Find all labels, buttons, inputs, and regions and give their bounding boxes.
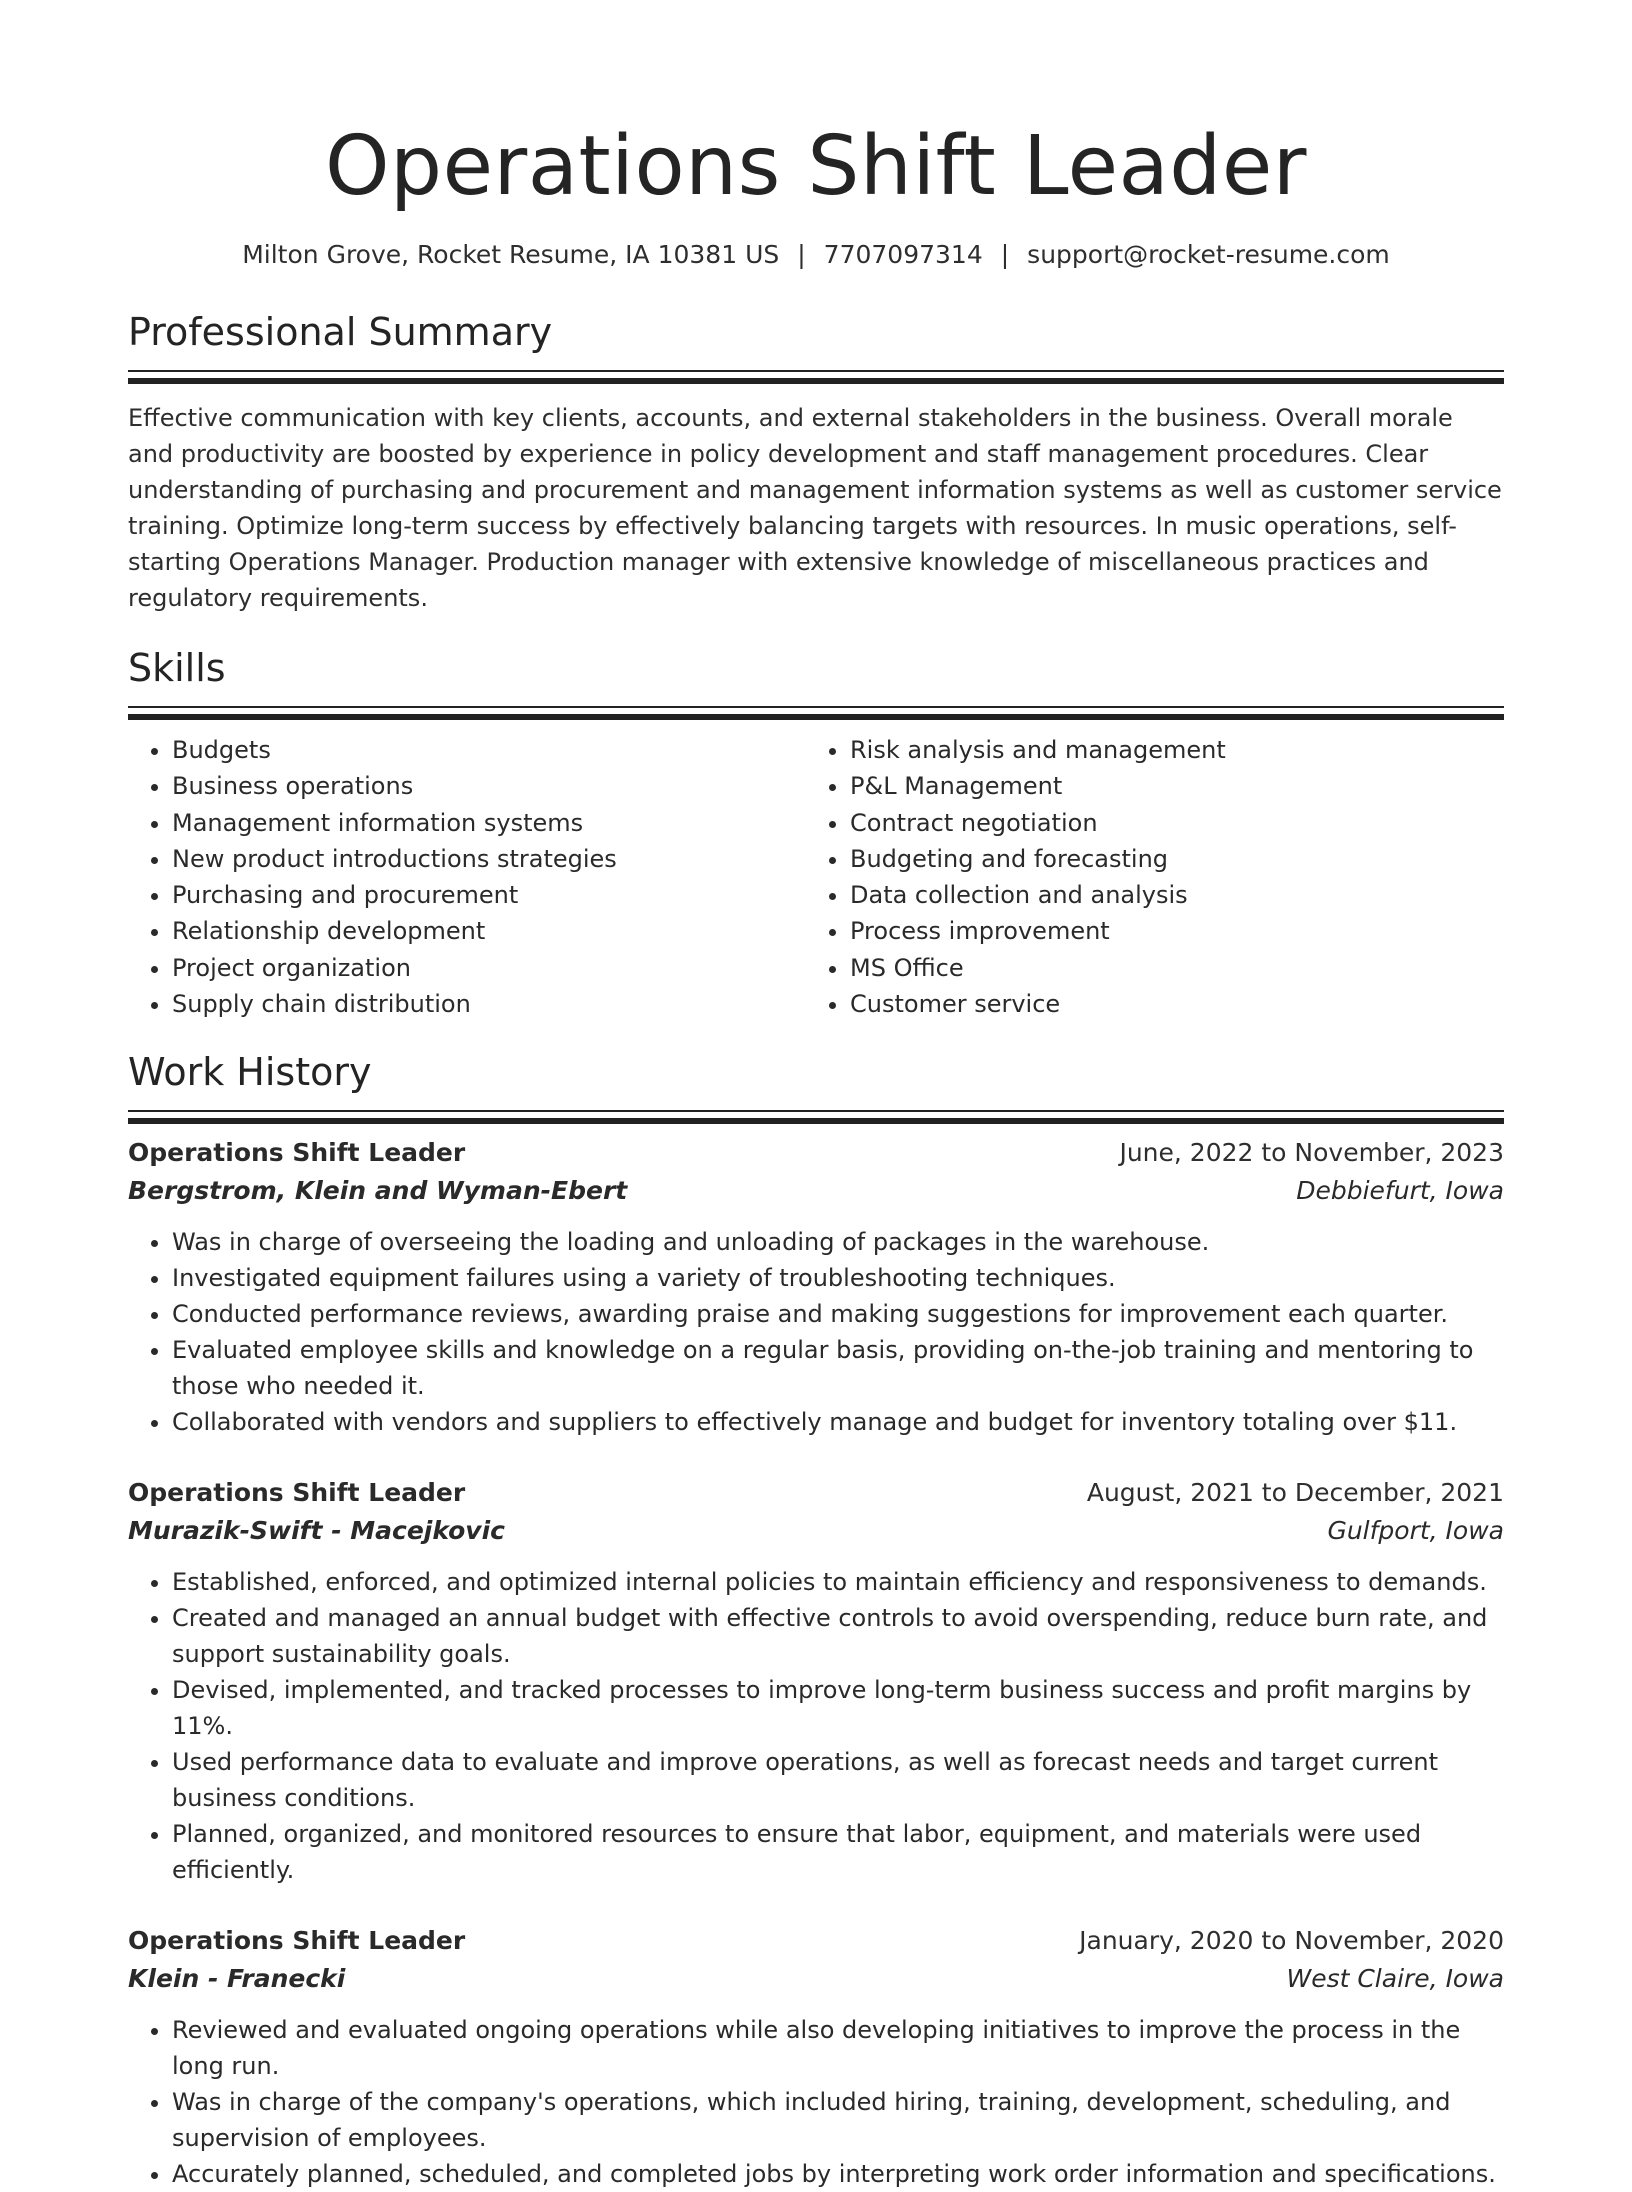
contact-email: support@rocket-resume.com — [1027, 240, 1390, 269]
section-divider — [128, 370, 1504, 372]
job-company: Bergstrom, Klein and Wyman-Ebert — [128, 1176, 628, 1206]
contact-address: Milton Grove, Rocket Resume, IA 10381 US — [242, 240, 780, 269]
summary-text: Effective communication with key clients, accounts, and external stakeholders in the business. Overall morale and productivity are boosted by experience in policy development and staff management procedures. Clear understanding of purchasing and procurement and management information systems as well as customer service training. Optimize long-term success by effectively balancing targets with resources. In music operations, self-starting Operations Manager. Production manager with extensive knowledge of miscellaneous practices and regulatory requirements. — [128, 404, 1502, 612]
job-company-row — [128, 1172, 1504, 1210]
job-entry — [128, 1134, 1504, 1440]
skill-item: • New product introductions strategies — [172, 841, 806, 877]
contact-line — [128, 238, 1504, 272]
job-location: Gulfport, Iowa — [1327, 1516, 1504, 1546]
job-bullets — [128, 1224, 1504, 1440]
job-bullet: • Conducted performance reviews, awarding praise and making suggestions for improvement each quarter. — [172, 1296, 1504, 1332]
skill-item: • Management information systems — [172, 805, 806, 841]
job-entry — [128, 1922, 1504, 2192]
skill-item: • Purchasing and procurement — [172, 877, 806, 913]
section-divider — [128, 706, 1504, 708]
job-bullet: • Used performance data to evaluate and improve operations, as well as forecast needs and target current business conditions. — [172, 1744, 1504, 1816]
job-bullet: • Was in charge of overseeing the loading and unloading of packages in the warehouse. — [172, 1224, 1504, 1260]
skill-item: • Budgeting and forecasting — [850, 841, 1484, 877]
job-bullet: • Investigated equipment failures using a variety of troubleshooting techniques. — [172, 1260, 1504, 1296]
summary-heading: Professional Summary — [128, 310, 553, 354]
job-title: Operations Shift Leader — [128, 1926, 466, 1956]
job-company-row — [128, 1512, 1504, 1550]
job-bullet: • Planned, organized, and monitored resources to ensure that labor, equipment, and materials were used efficiently. — [172, 1816, 1504, 1888]
section-divider — [128, 1110, 1504, 1112]
job-dates: June, 2022 to November, 2023 — [1119, 1138, 1504, 1168]
skill-item: • Risk analysis and management — [850, 732, 1484, 768]
job-bullet: • Reviewed and evaluated ongoing operations while also developing initiatives to improve the process in the long run. — [172, 2012, 1504, 2084]
job-dates: January, 2020 to November, 2020 — [1079, 1926, 1504, 1956]
job-location: Debbiefurt, Iowa — [1296, 1176, 1504, 1206]
job-bullet: • Accurately planned, scheduled, and completed jobs by interpreting work order information and specifications. — [172, 2156, 1504, 2192]
skills-list-right — [806, 732, 1484, 1022]
job-bullets — [128, 1564, 1504, 1888]
skill-item: • Project organization — [172, 950, 806, 986]
skill-item: • Supply chain distribution — [172, 986, 806, 1022]
job-bullet: • Collaborated with vendors and suppliers to effectively manage and budget for inventory totaling over $11. — [172, 1404, 1504, 1440]
job-bullet: • Evaluated employee skills and knowledge on a regular basis, providing on-the-job training and mentoring to those who needed it. — [172, 1332, 1504, 1404]
contact-separator: | — [797, 240, 806, 269]
contact-separator: | — [1000, 240, 1010, 269]
job-header-row — [128, 1474, 1504, 1512]
skills-heading: Skills — [128, 646, 226, 690]
skill-item: • MS Office — [850, 950, 1484, 986]
job-company-row — [128, 1960, 1504, 1998]
contact-phone: 7707097314 — [823, 240, 983, 269]
resume-name: Operations Shift Leader — [325, 119, 1307, 214]
job-bullet: • Devised, implemented, and tracked processes to improve long-term business success and profit margins by 11%. — [172, 1672, 1504, 1744]
skill-item: • Budgets — [172, 732, 806, 768]
skill-item: • Contract negotiation — [850, 805, 1484, 841]
job-company: Klein - Franecki — [128, 1964, 346, 1994]
job-bullets — [128, 2012, 1504, 2192]
skill-item: • Customer service — [850, 986, 1484, 1022]
skill-item: • Relationship development — [172, 913, 806, 949]
job-location: West Claire, Iowa — [1286, 1964, 1504, 1994]
job-company: Murazik-Swift - Macejkovic — [128, 1516, 505, 1546]
work-history-heading: Work History — [128, 1050, 372, 1095]
job-dates: August, 2021 to December, 2021 — [1086, 1478, 1504, 1508]
skills-list-left — [128, 732, 806, 1022]
job-header-row — [128, 1134, 1504, 1172]
job-header-row — [128, 1922, 1504, 1960]
job-bullet: • Was in charge of the company's operations, which included hiring, training, development, scheduling, and supervision of employees. — [172, 2084, 1504, 2156]
skill-item: • Data collection and analysis — [850, 877, 1484, 913]
skill-item: • P&L Management — [850, 768, 1484, 804]
job-bullet: • Created and managed an annual budget with effective controls to avoid overspending, reduce burn rate, and support sustainability goals. — [172, 1600, 1504, 1672]
job-title: Operations Shift Leader — [128, 1478, 466, 1508]
job-bullet: • Established, enforced, and optimized internal policies to maintain efficiency and responsiveness to demands. — [172, 1564, 1504, 1600]
job-title: Operations Shift Leader — [128, 1138, 466, 1168]
skill-item: • Business operations — [172, 768, 806, 804]
skills-columns — [128, 732, 1504, 1022]
skill-item: • Process improvement — [850, 913, 1484, 949]
job-entry — [128, 1474, 1504, 1888]
resume-page — [128, 0, 1504, 2192]
